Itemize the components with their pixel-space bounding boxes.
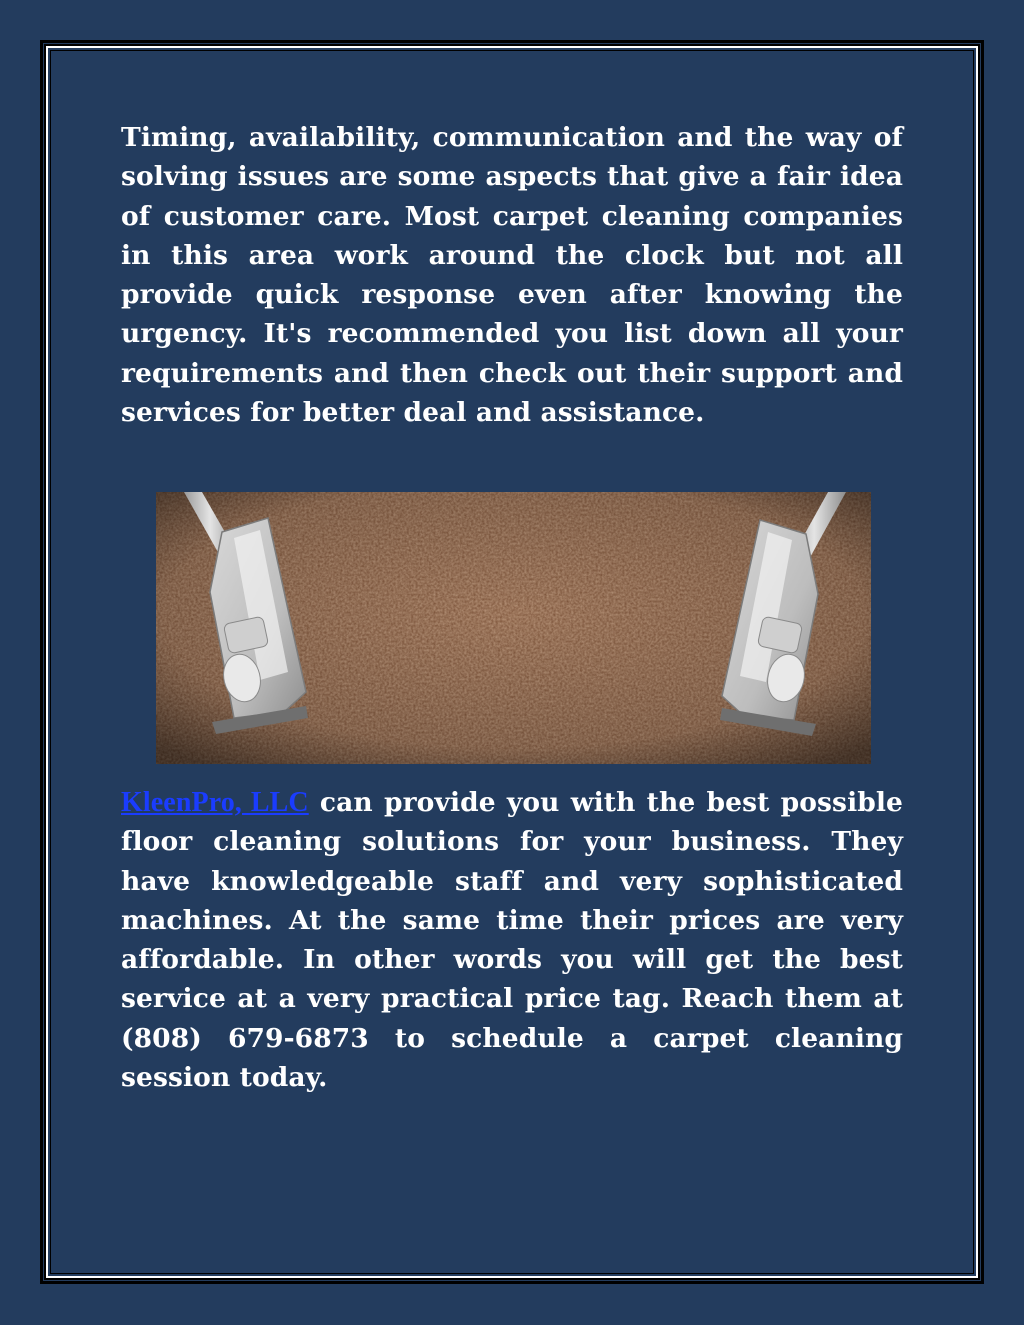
paragraph-kleenpro-text: can provide you with the best possible floor cleaning solutions for your business. They have knowledgeable staff and very sophisticated machines. At the same time their prices are very affordable. In other words you will get the best service at a very practical price tag. Reach them at (808) 679-6873 to schedule a carpet cleaning session today. (121, 787, 903, 1094)
vacuum-carpet-photo (156, 492, 871, 764)
paragraph-kleenpro (121, 783, 903, 1097)
paragraph-customer-care: Timing, availability, communication and the way of solving issues are some aspects that give a fair idea of customer care. Most carpet cleaning companies in this area work around the clock but not all provide quick response even after knowing the urgency. It's recommended you list down all your requirements and then check out their support and services for better deal and assistance. (121, 122, 903, 429)
kleenpro-link[interactable]: KleenPro, LLC (121, 787, 309, 818)
